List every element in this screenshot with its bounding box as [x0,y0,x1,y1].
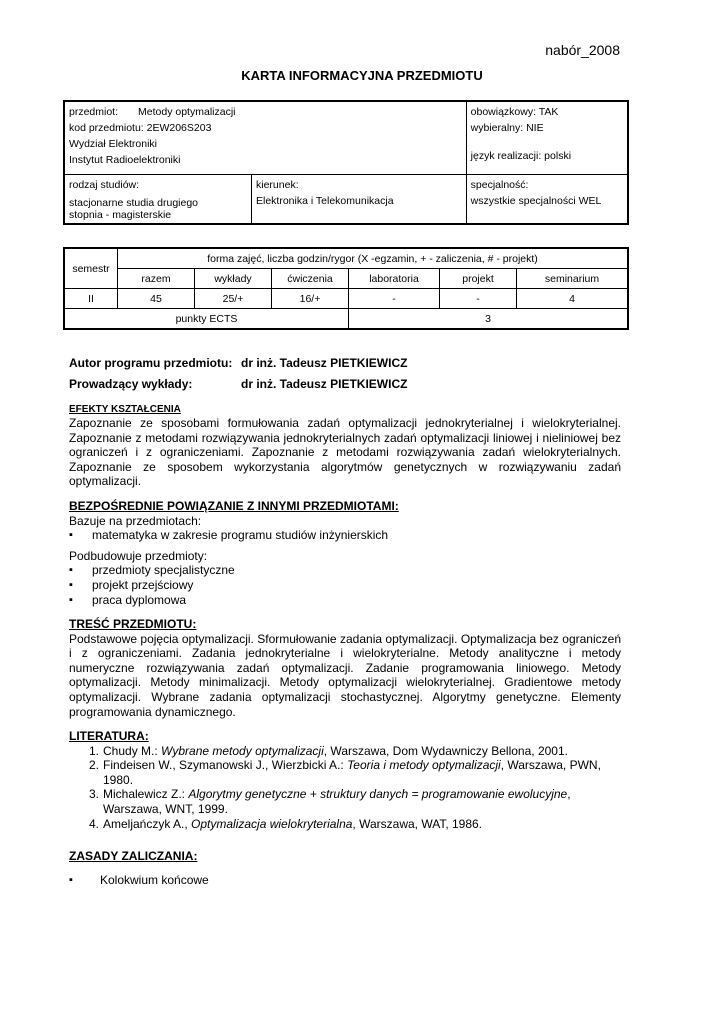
literature-author: Michalewicz Z.: [103,787,189,802]
literature-rest: , Warszawa, WAT, 1986. [352,816,483,831]
form-header: forma zajęć, liczba godzin/rygor (X -egzamin, + - zaliczenia, # - projekt) [118,248,629,269]
specialization-cell [466,175,628,225]
elective-status: wybieralny: NIE [470,122,544,134]
study-type-cell [64,175,252,225]
related-courses-section [69,499,621,607]
program-author [69,356,407,370]
seminarium-value: 4 [517,289,629,309]
course-name-label: przedmiot: [69,106,119,118]
language: język realizacji: polski [470,150,572,162]
literature-item [69,744,621,759]
mandatory-status: obowiązkowy: TAK [470,106,559,118]
grading-list [69,873,621,888]
grading-section [69,849,621,887]
literature-list [69,744,621,832]
literature-rest: , Warszawa, PWN, 1980. [103,758,601,787]
program-author-label: Autor programu przedmiotu: [69,356,233,370]
institute: Instytut Radioelektroniki [69,154,181,166]
col-header-razem: razem [118,269,195,289]
course-name: Metody optymalizacji [138,106,236,118]
literature-title: Teoria i metody optymalizacji [347,758,501,773]
course-content-text: Podstawowe pojęcia optymalizacji. Sformułowanie zadania optymalizacji. Optymalizacja bez ograniczeń i z ograniczeniami. Zadania jednokryterialne i wielokryterialne. Metody analityczne i metody numeryczne rozwiązywania zadań optymalizacji. Zadanie programowania liniowego. Metody optymalizacji. Metody minimalizacji. Metody optymalizacji wielokryterialnej. Gradientowe metody optymalizacji. Wybrane zadania optymalizacji stochastycznej. Algorytmy genetyczne. Elementy programowania dynamicznego. [69,631,621,719]
grading-heading: ZASADY ZALICZANIA: [69,849,198,863]
wyklady-value: 25/+ [195,289,272,309]
list-item: ▪ projekt przejściowy [69,578,621,593]
list-item: ▪ przedmioty specjalistyczne [69,563,621,578]
lecturer-label: Prowadzący wykłady: [69,377,193,391]
projekt-value: - [440,289,517,309]
literature-item [69,787,621,816]
study-type-label: rodzaj studiów: [69,179,140,191]
supports-label: Podbudowuje przedmioty: [69,548,208,563]
literature-author: Findeisen W., Szymanowski J., Wierzbicki A.: [103,758,348,773]
study-type-line-1: stacjonarne studia drugiego [69,197,199,209]
literature-rest: , Warszawa, WNT, 1999. [103,787,571,816]
literature-title: Optymalizacja wielokryterialna [191,816,353,831]
specialization-label: specjalność: [470,179,529,191]
literature-section [69,729,621,831]
ects-label: punkty ECTS [64,309,349,330]
literature-num: 4. [89,816,100,831]
literature-title: Algorytmy genetyczne + struktury danych = programowanie ewolucyjne [188,787,568,802]
semester-value: II [64,289,118,309]
col-header-cwiczenia: ćwiczenia [272,269,349,289]
literature-item [69,758,621,787]
col-header-wyklady: wykłady [195,269,272,289]
faculty: Wydział Elektroniki [69,138,158,150]
literature-heading: LITERATURA: [69,729,149,743]
col-header-projekt: projekt [440,269,517,289]
literature-author: Ameljańczyk A., [103,816,192,831]
ects-value: 3 [349,309,629,330]
list-item: ▪ praca dyplomowa [69,593,621,608]
col-header-laboratoria: laboratoria [349,269,440,289]
razem-value: 45 [118,289,195,309]
learning-outcomes-heading: EFEKTY KSZTAŁCENIA [69,404,181,415]
course-identity-cell [64,101,466,175]
literature-item [69,817,621,832]
supports-list [69,563,621,607]
literature-title: Wybrane metody optymalizacji [161,743,324,758]
course-code: kod przedmiotu: 2EW206S203 [69,122,212,134]
laboratoria-value: - [349,289,440,309]
semester-header: semestr [64,248,118,289]
course-status-cell [466,101,628,175]
cwiczenia-value: 16/+ [272,289,349,309]
field-label: kierunek: [256,179,299,191]
program-author-name: dr inż. Tadeusz PIETKIEWICZ [241,356,408,370]
course-content-section [69,617,621,719]
based-on-list [69,528,621,543]
literature-num: 2. [89,758,100,773]
related-courses-heading: BEZPOŚREDNIE POWIĄZANIE Z INNYMI PRZEDMIOTAMI: [69,499,399,513]
specialization-value: wszystkie specjalności WEL [470,195,602,207]
literature-rest: , Warszawa, Dom Wydawniczy Bellona, 2001. [323,743,568,758]
list-item: ▪ matematyka w zakresie programu studiów inżynierskich [69,528,621,543]
field-cell [252,175,467,225]
enrollment-year: nabór_2008 [545,42,620,58]
semester-hours-table [63,247,629,330]
lecturer-name: dr inż. Tadeusz PIETKIEWICZ [241,377,408,391]
based-on-label: Bazuje na przedmiotach: [69,513,202,528]
col-header-seminarium: seminarium [517,269,629,289]
literature-num: 1. [89,743,100,758]
list-item: ▪ Kolokwium końcowe [69,873,621,888]
literature-num: 3. [89,787,100,802]
course-content-heading: TREŚĆ PRZEDMIOTU: [69,617,197,631]
study-type-line-2: stopnia - magisterskie [69,209,172,221]
learning-outcomes-text: Zapoznanie ze sposobami formułowania zadań optymalizacji jednokryterialnej i wielokryterialnej. Zapoznanie z metodami rozwiązywania jednokryterialnych zadań optymalizacji liniowej i nieliniowej bez ograniczeń i z ograniczeniami. Zapoznanie z metodami rozwiązywania zadań wielokryterialnych. Zapoznanie ze sposobem wykorzystania algorytmów genetycznych w rozwiązywaniu zadań optymalizacji. [69,416,621,489]
field-value: Elektronika i Telekomunikacja [256,195,394,207]
page-title: KARTA INFORMACYJNA PRZEDMIOTU [241,68,483,83]
course-info-table [63,100,629,225]
lecturer [69,377,407,391]
literature-author: Chudy M.: [103,743,162,758]
